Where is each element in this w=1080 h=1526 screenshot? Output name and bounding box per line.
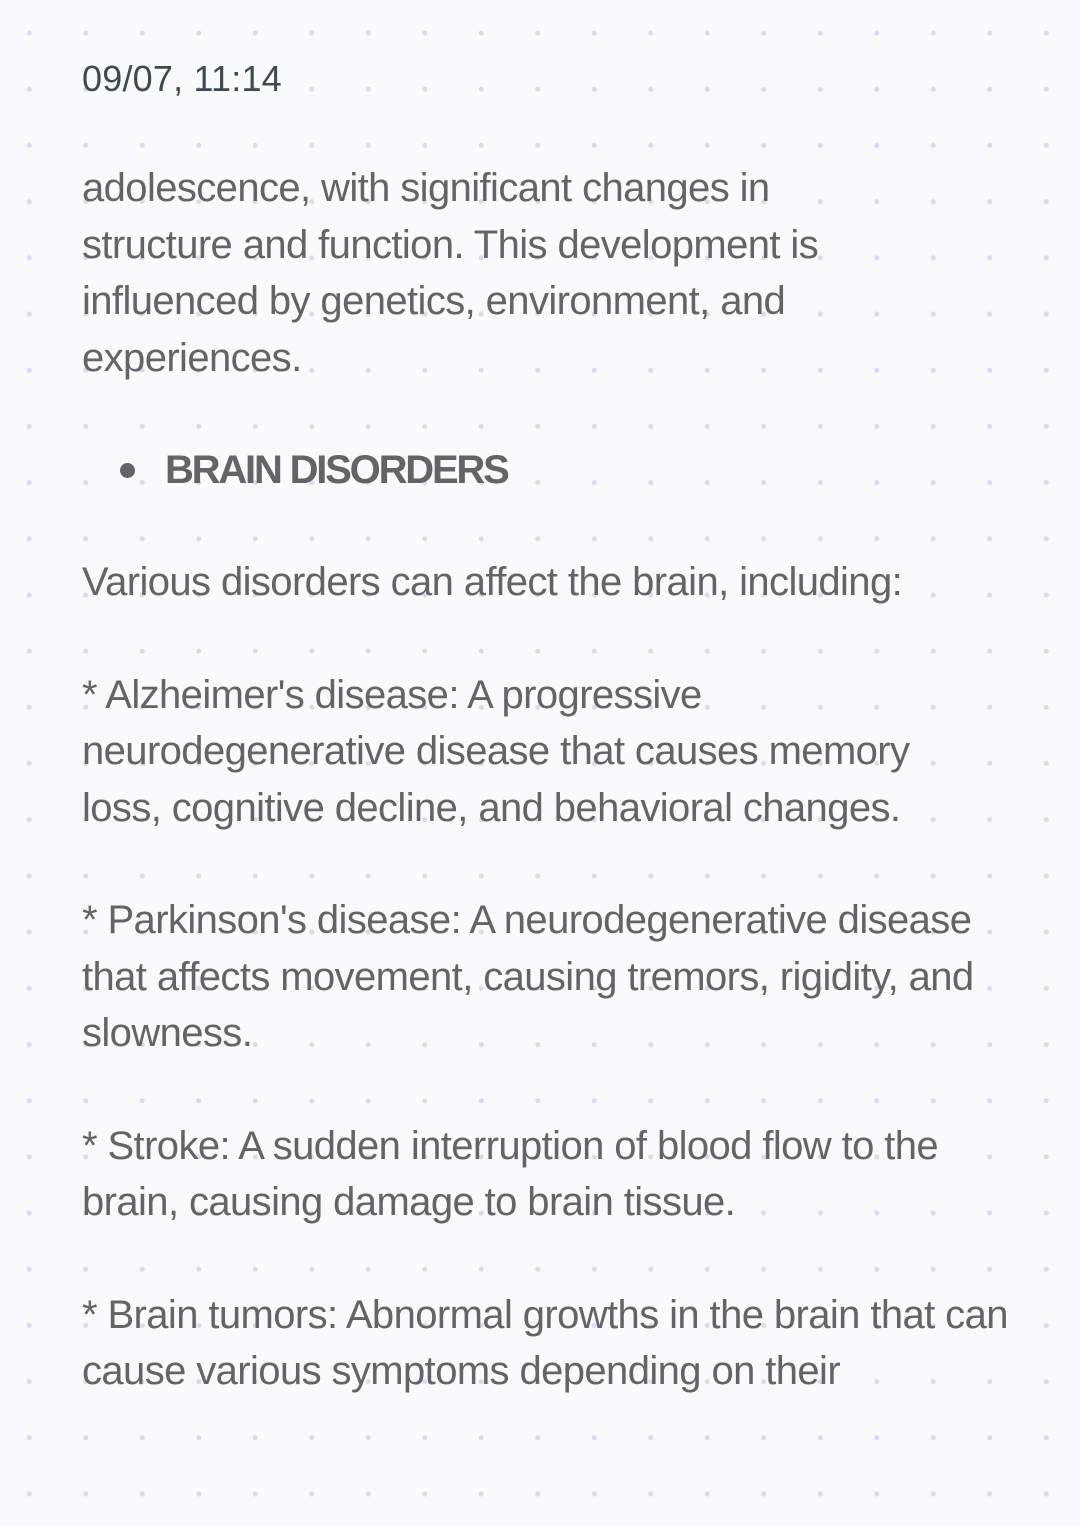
section-heading: BRAIN DISORDERS [165, 447, 508, 492]
bullet-icon [120, 463, 135, 478]
intro-paragraph: adolescence, with significant changes in structure and function. This development is influenced by genetics, environment, and experiences. [82, 166, 819, 380]
note-body [82, 160, 1042, 1456]
section-heading-row [82, 442, 1042, 498]
list-item-alzheimers: * Alzheimer's disease: A progressive neurodegenerative disease that causes memory loss, cognitive decline, and behavioral changes. [82, 672, 910, 830]
list-item-parkinsons: * Parkinson's disease: A neurodegenerative disease that affects movement, causing tremors, rigidity, and slowness. [82, 898, 974, 1055]
note-timestamp: 09/07, 11:14 [82, 58, 282, 99]
list-item-brain-tumors: * Brain tumors: Abnormal growths in the brain that can cause various symptoms depending on their [82, 1292, 1008, 1393]
list-item-stroke: * Stroke: A sudden interruption of blood flow to the brain, causing damage to brain tissue. [82, 1123, 939, 1224]
section-lead: Various disorders can affect the brain, including: [82, 560, 903, 604]
